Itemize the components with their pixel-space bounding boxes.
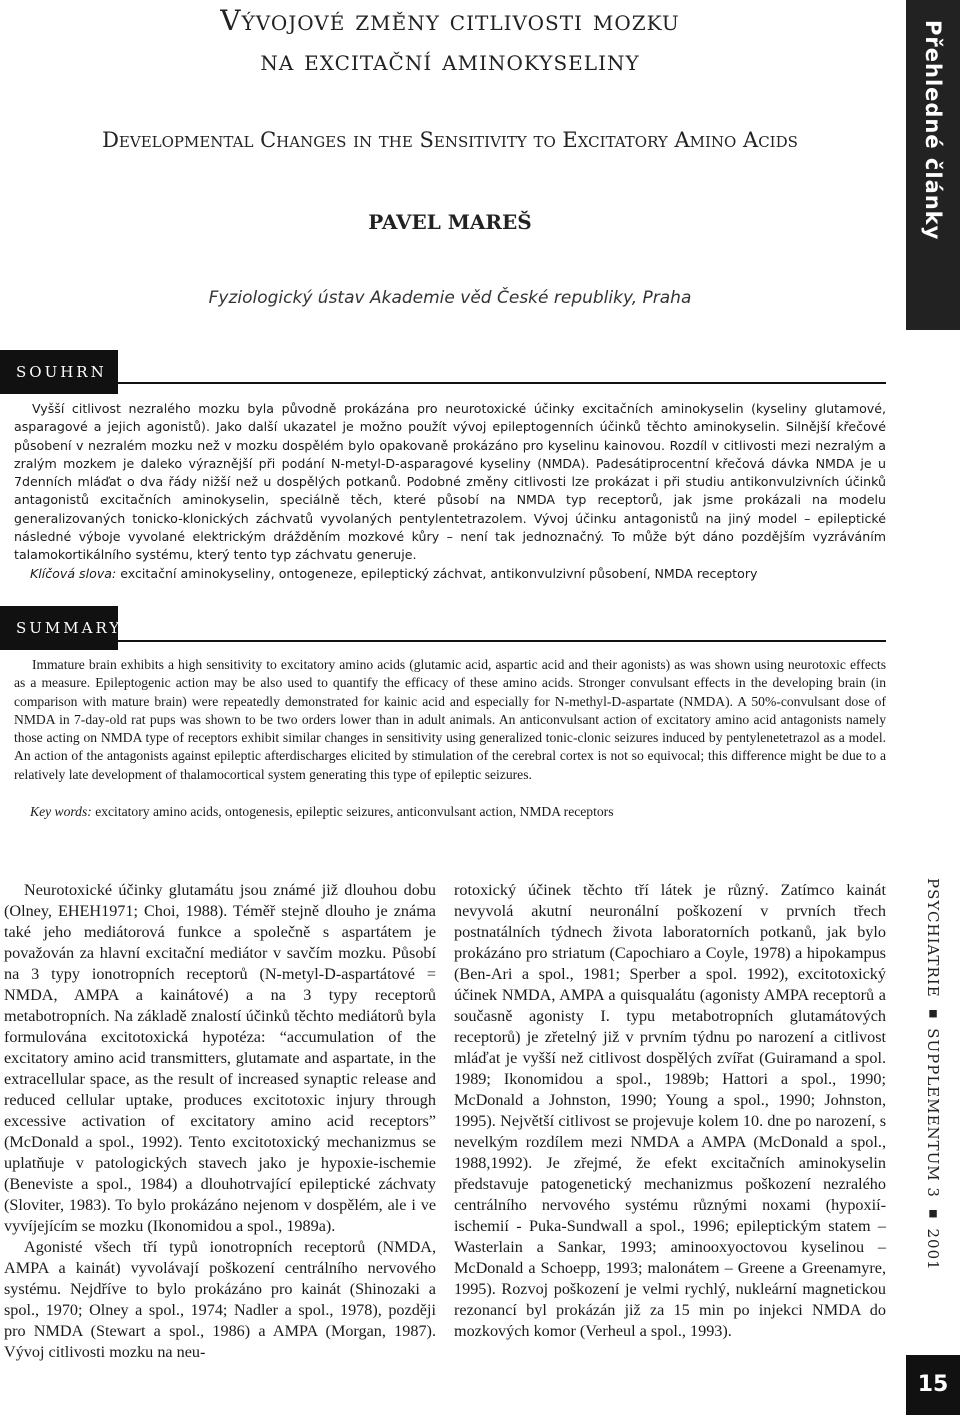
title-en: Developmental Changes in the Sensitivity to Excitatory Amino Acids xyxy=(102,128,798,152)
affiliation: Fyziologický ústav Akademie věd České republiky, Praha xyxy=(208,288,692,308)
souhrn-label: SOUHRN xyxy=(0,350,118,394)
body-paragraph: rotoxický účinek těchto tří látek je různý. Zatímco kainát nevyvolá akutní neuronální poškození v prvních třech postnatálních týdnech života laboratorních potkanů, jak bylo prokázáno pro striatum (Capochiaro a Coyle, 1978) a hipokampus (Ben-Ari a spol., 1981; Sperber a spol. 1992), excitotoxický účinek NMDA, AMPA a quisqualátu (agonisty AMPA receptorů a současně agonisty I. typu metabotropních glutamátových receptorů) je zřetelný již v prvním týdnu po narození a citlivost mláďat je vyšší než citlivost dospělých zvířat (Guiramand a spol. 1989; Ikonomidou a spol., 1989b; Hattori a spol., 1990; McDonald a Johnston, 1990; Young a spol., 1990; Johnston, 1995). Největší citlivost se projevuje kolem 10. dne po narození, s nevelkým rozdílem mezi NMDA a AMPA (McDonald a spol., 1988,1992). Je zřejmé, že efekt excitačních aminokyselin představuje patogenetický mechanizmus poškození nezralého centrálního nervového systému různými noxami (hypoxií-ischemií - Puka-Sundwall a spol., 1996; epileptickým statem – Wasterlain a Sankar, 1993; aminooxyoctovou kyselinou – McDonald a Schoepp, 1993; malonátem – Greene a Greenamyre, 1995). Rozvoj poškození je velmi rychlý, nukleární magnetickou rezonancí byl prokázán již za 15 min po injekci NMDA do mozkových komor (Verheul a spol., 1993). xyxy=(454,881,886,1340)
souhrn-kw-label: Klíčová slova: xyxy=(30,566,117,581)
body-column-right xyxy=(454,880,886,1342)
body-paragraph: Agonisté všech tří typů ionotropních receptorů (NMDA, AMPA a kainát) vyvolávají poškození centrálního nervového systému. Nejdříve to bylo prokázáno pro kainát (Shinozaki a spol., 1970; Olney a spol., 1974; Nadler a spol., 1978), později pro NMDA (Stewart a spol., 1986) a AMPA (Morgan, 1987). Vývoj citlivosti mozku na neu- xyxy=(4,1238,436,1361)
author: PAVEL MAREŠ xyxy=(368,210,532,234)
souhrn-rule xyxy=(118,382,886,384)
body-paragraph: Neurotoxické účinky glutamátu jsou známé již dlouhou dobu (Olney, EHEH1971; Choi, 1988). Téměř stejně dlouho je známa také jeho mediátorová funkce a společně s aspartátem je považován za hlavní excitační mediátor v savčím mozku. Působí na 3 typy ionotropních receptorů (N-metyl-D-aspartátové = NMDA, AMPA a kainátové) a na 3 typy receptorů metabotropních. Na základě znalostí účinků těchto mediátorů byla formulována excitotoxická hypotéza: “accumulation of the excitatory amino acid transmitters, glutamate and aspartate, in the extracellular space, as the result of increased synaptic release and reduced cellular uptake, produces excitotoxic injury through excessive activation of excitatory amino acid receptors” (McDonald a spol., 1992). Tento excitotoxický mechanizmus se uplatňuje v patologických stavech jako je hypoxie-ischemie (Beneviste a spol., 1984) a dlouhotrvající epileptické záchvaty (Sloviter, 1983). To bylo prokázáno nejenom v dospělém, ale i ve vyvíjejícím se mozku (Ikonomidou a spol., 1989a). xyxy=(4,881,436,1235)
summary-kw-label: Key words: xyxy=(30,804,92,819)
souhrn-kw-text: excitační aminokyseliny, ontogeneze, epileptický záchvat, antikonvulzivní působení, NMDA receptory xyxy=(116,566,758,581)
page-number: 15 xyxy=(906,1355,960,1415)
souhrn-keywords xyxy=(30,565,890,583)
summary-rule xyxy=(118,640,886,642)
summary-text: Immature brain exhibits a high sensitivity to excitatory amino acids (glutamic acid, aspartic acid and their agonists) as was shown using neurotoxic effects as a measure. Epileptogenic action may be also used to quantify the efficacy of these amino acids. Stronger convulsant effects in the developing brain (in comparison with mature brain) were repeatedly demonstrated for kainic acid and especially for N-methyl-D-aspartate (NMDA). A 50%-convulsant dose of NMDA in 7-day-old rat pups was shown to be two orders lower than in adult animals. An anticonvulsant action of excitatory amino acid antagonists namely those acting on NMDA type of receptors exhibit similar changes in sensitivity using generalized tonic-clonic seizures induced by pentylenetetrazol as a model. An action of the antagonists against epileptic afterdischarges elicited by stimulation of the cerebral cortex is not so equivocal; this difference might be due to a relatively late development of thalamocortical system generating this type of epileptic seizures. xyxy=(14,657,886,782)
summary-kw-text: excitatory amino acids, ontogenesis, epileptic seizures, anticonvulsant action, NMDA receptors xyxy=(91,804,614,819)
title-cz-line1: Vývojové změny citlivosti mozku xyxy=(220,4,680,37)
summary-keywords xyxy=(30,803,890,821)
title-cz-line2: na excitační aminokyseliny xyxy=(260,44,640,77)
journal-name: PSYCHIATRIE ▪ SUPPLEMENTUM 3 ▪ 2001 xyxy=(924,878,942,1271)
summary-label: SUMMARY xyxy=(0,606,118,650)
body-column-left xyxy=(4,880,436,1363)
section-tab-label: Přehledné články xyxy=(921,20,945,241)
souhrn-text: Vyšší citlivost nezralého mozku byla původně prokázána pro neurotoxické účinky excitačních aminokyselin (kyseliny glutamové, asparagové a jejich agonistů). Jako další ukazatel je možno použít vývoj epileptogenních účinků těchto aminokyselin. Silnější křečové působení v nezralém mozku než v mozku dospělém bylo opakovaně prokázáno pro kyselinu kainovou. Rozdíl v citlivosti mezi nezralým a zralým mozkem je daleko výraznější při podání N-metyl-D-asparagové kyseliny (NMDA). Padesátiprocentní křečová dávka NMDA je u 7denních mláďat o dva řády nižší než u dospělých potkanů. Podobné změny citlivosti lze prokázat i při studiu antikonvulzivních účinků antagonistů excitačních aminokyselin, speciálně těch, které působí na NMDA typ receptorů, jak jsme prokázali na modelu generalizovaných tonicko-klonických záchvatů vyvolaných pentylentetrazolem. Vývoj účinku antagonistů na jiný model – epileptické následné výboje vyvolané elektrickým drážděním mozkové kůry – není tak jednoznačný. To může být dáno pozdějším vyzráváním talamokortikálního systému, který tento typ záchvatu generuje. xyxy=(14,401,886,563)
